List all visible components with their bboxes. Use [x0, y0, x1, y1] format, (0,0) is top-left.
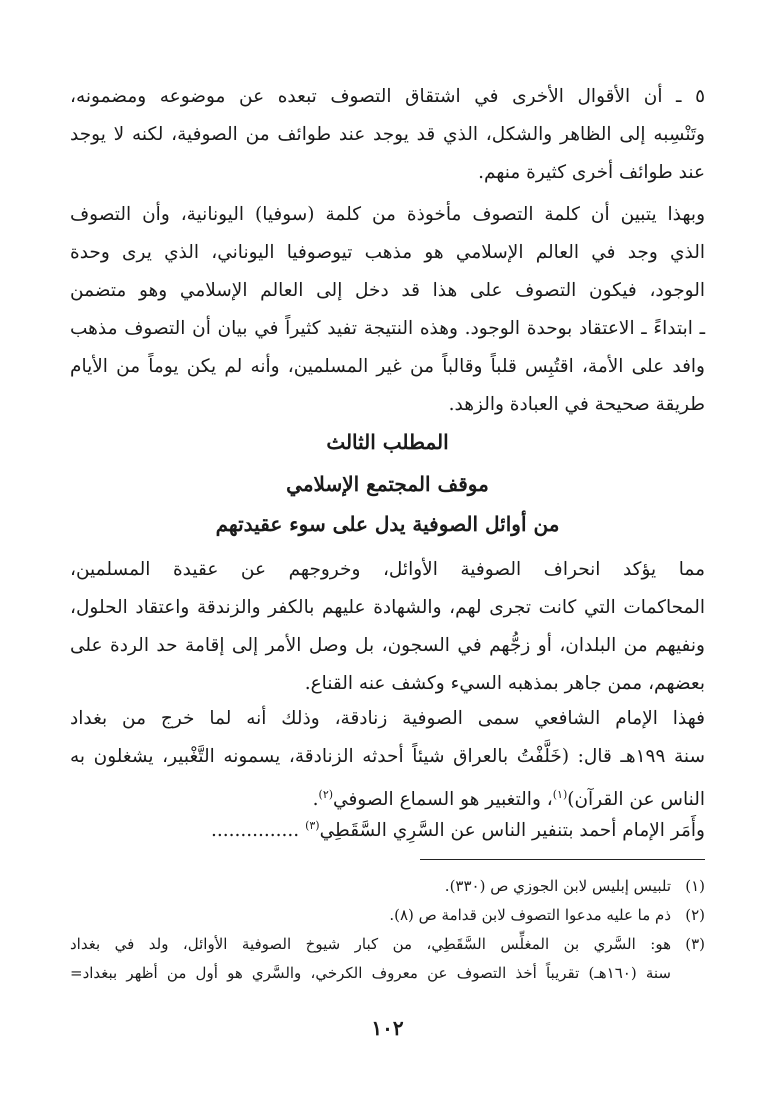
footnote-number: (٢): [685, 906, 705, 924]
footnote-number: [671, 959, 705, 988]
text-fragment: .: [312, 789, 319, 811]
footnote-number: (٣): [685, 935, 705, 953]
section-heading: المطلب الثالث: [326, 430, 449, 454]
footnote-text: سنة (١٦٠هـ) تقريباً أخذ التصوف عن معروف الكرخي، والسَّري هو أول من أظهر ببغداد=: [70, 964, 671, 982]
text-line: وتَنْسِبه إلى الظاهر والشكل، الذي قد يوجد عند طوائف من الصوفية، لكنه لا يوجد: [70, 124, 705, 145]
paragraph-2: [70, 196, 705, 424]
footnote-item: [70, 930, 705, 959]
text-line: ٥ ـ أن الأقوال الأخرى في اشتقاق التصوف تبعده عن موضوعه ومضمونه،: [70, 86, 705, 107]
text-line: ونفيهم من البلدان، أو زجُّهم في السجون، بل وصل الأمر إلى إقامة حد الردة على: [70, 635, 705, 656]
text-line: الذي وجد في العالم الإسلامي هو مذهب تيوصوفيا اليوناني، الذي يرى وحدة: [70, 242, 705, 263]
text-line: الوجود، فيكون التصوف على هذا قد دخل إلى العالم الإسلامي وهو متضمن: [70, 280, 705, 301]
footnote-item: [70, 872, 705, 901]
footnote-number: (١): [685, 877, 705, 895]
footnote-text: هو: السَّري بن المغلِّس السَّقَطِي، من كبار شيوخ الصوفية الأوائل، ولد في بغداد: [70, 935, 671, 953]
page-number: ١٠٢: [371, 1016, 404, 1040]
text-fragment: الناس عن القرآن): [567, 789, 705, 811]
text-line: وافد على الأمة، اقتُبِس قلباً وقالباً من غير المسلمين، وأنه لم يكن يوماً من الأيام: [70, 356, 705, 377]
text-line: بعضهم، ممن جاهر بمذهبه السيء وكشف عنه القناع.: [304, 673, 705, 694]
text-line: طريقة صحيحة في العبادة والزهد.: [448, 394, 705, 415]
text-line: فهذا الإمام الشافعي سمى الصوفية زنادقة، وذلك أنه لما خرج من بغداد: [70, 708, 705, 729]
section-title-line-2: من أوائل الصوفية يدل على سوء عقيدتهم: [215, 512, 560, 536]
text-fragment: ، والتغبير هو السماع الصوفي: [333, 789, 553, 811]
document-page: [70, 0, 705, 1102]
text-line: المحاكمات التي كانت تجرى لهم، والشهادة عليهم بالكفر والزندقة واعتقاد الحلول،: [70, 597, 705, 618]
section-title-line-1: موقف المجتمع الإسلامي: [286, 472, 489, 496]
footnotes: [70, 872, 705, 988]
continuation-dots: ...............: [210, 820, 300, 842]
paragraph-1: [70, 78, 705, 192]
text-line: سنة ١٩٩هـ قال: (خَلَّفْتُ بالعراق شيئاً أحدثه الزنادقة، يسمونه التَّغْبير، يشغلون به: [70, 746, 705, 767]
text-line: عند طوائف أخرى كثيرة منهم.: [478, 162, 705, 183]
footnote-ref-1[interactable]: (١): [552, 788, 568, 801]
text-line: مما يؤكد انحراف الصوفية الأوائل، وخروجهم عن عقيدة المسلمين،: [70, 559, 705, 580]
footnote-ref-3[interactable]: (٣): [305, 819, 320, 832]
footnote-text: ذم ما عليه مدعوا التصوف لابن قدامة ص (٨).: [389, 906, 671, 924]
paragraph-5: [70, 807, 705, 850]
text-line: [70, 807, 705, 850]
paragraph-3: [70, 551, 705, 703]
footnote-divider: [420, 859, 705, 860]
footnote-item: [70, 901, 705, 930]
text-line: وبهذا يتبين أن كلمة التصوف مأخوذة من كلمة (سوفيا) اليونانية، وأن التصوف: [70, 204, 705, 225]
footnote-item: [70, 959, 705, 988]
footnote-text: تلبيس إبليس لابن الجوزي ص (٣٣٠).: [444, 877, 671, 895]
text-fragment: وأَمَر الإمام أحمد بتنفير الناس عن السَّرِي السَّقَطِي: [319, 820, 705, 842]
text-line: ـ ابتداءً ـ الاعتقاد بوحدة الوجود. وهذه النتيجة تفيد كثيراً في بيان أن التصوف مذهب: [70, 318, 705, 339]
paragraph-4: [70, 700, 705, 819]
footnote-ref-2[interactable]: (٢): [318, 788, 334, 801]
